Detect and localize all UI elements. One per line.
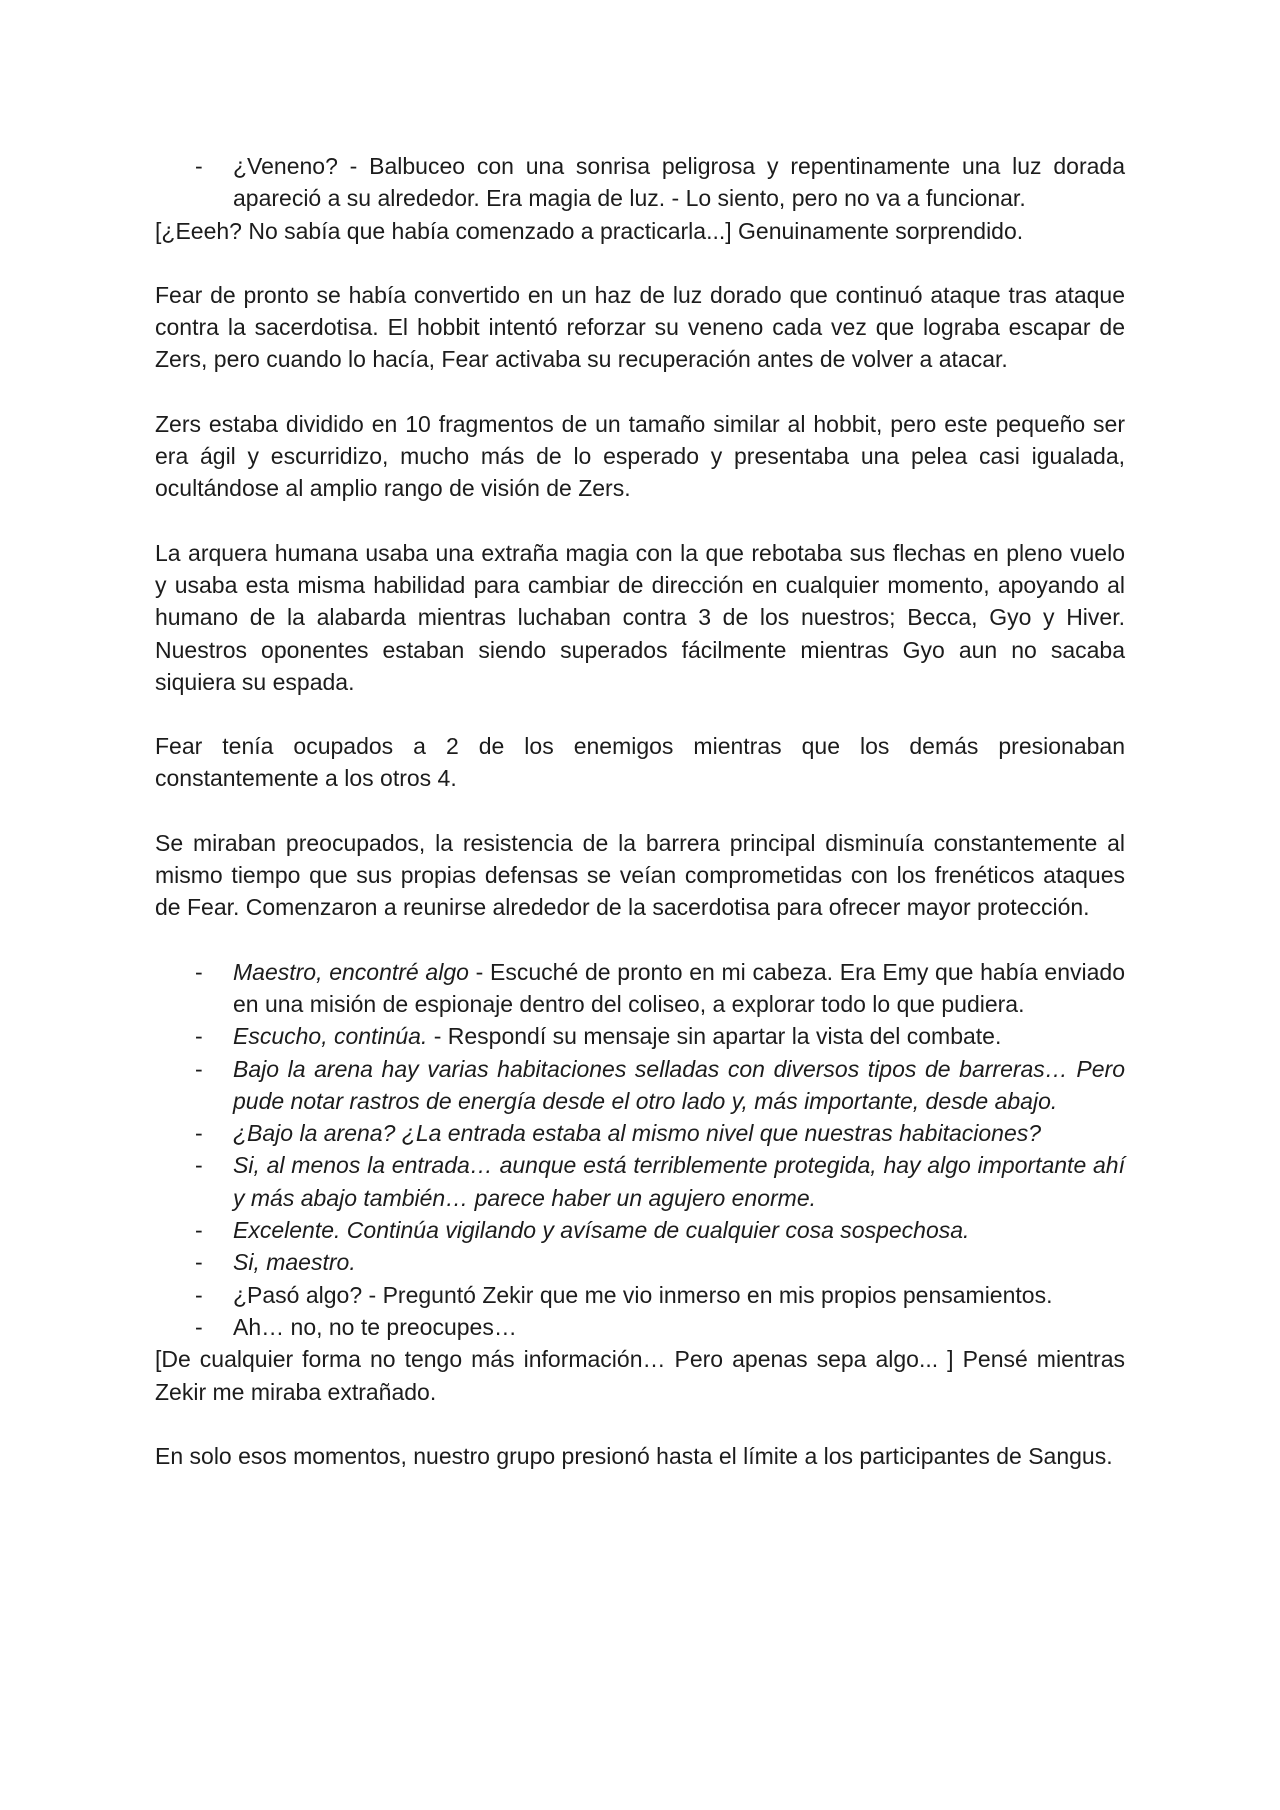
paragraph xyxy=(155,408,1125,505)
paragraph-text: Fear de pronto se había convertido en un haz de luz dorado que continuó ataque tras ataque contra la sacerdotisa. El hobbit intentó reforzar su veneno cada vez que lograba escapar de Zers, pero cuando lo hacía, Fear activaba su recuperación antes de volver a atacar. xyxy=(155,281,1125,373)
list-dash: - xyxy=(195,958,203,985)
dialogue-list-2 xyxy=(155,956,1125,1344)
telepathic-text: Si, maestro. xyxy=(233,1249,356,1276)
list-dash: - xyxy=(195,1217,203,1244)
dialogue-item xyxy=(155,1214,1125,1246)
paragraph xyxy=(155,730,1125,795)
telepathic-text: Excelente. Continúa vigilando y avísame de cualquier cosa sospechosa. xyxy=(233,1217,970,1244)
list-dash: - xyxy=(195,1120,203,1147)
paragraph xyxy=(155,827,1125,924)
list-dash: - xyxy=(195,1313,203,1340)
telepathic-text: Maestro, encontré algo xyxy=(233,958,469,985)
paragraph xyxy=(155,1343,1125,1408)
list-dash: - xyxy=(195,1249,203,1276)
list-dash: - xyxy=(195,1281,203,1308)
dialogue-item xyxy=(155,1020,1125,1052)
dialogue-item xyxy=(155,1117,1125,1149)
dialogue-item xyxy=(155,150,1125,215)
dialogue-item xyxy=(155,1311,1125,1343)
dialogue-item xyxy=(155,1279,1125,1311)
paragraph-text: La arquera humana usaba una extraña magia con la que rebotaba sus flechas en pleno vuelo y usaba esta misma habilidad para cambiar de dirección en cualquier momento, apoyando al humano de la alabarda mientras luchaban contra 3 de los nuestros; Becca, Gyo y Hiver. Nuestros oponentes estaban siendo superados fácilmente mientras Gyo aun no sacaba siquiera su espada. xyxy=(155,539,1125,695)
dialogue-text: - Escuché de pronto en mi cabeza. Era Emy que había enviado en una misión de espionaje dentro del coliseo, a explorar todo lo que pudiera. xyxy=(233,958,1125,1017)
dialogue-item xyxy=(155,1246,1125,1278)
list-dash: - xyxy=(195,1152,203,1179)
dialogue-text: ¿Pasó algo? - Preguntó Zekir que me vio inmerso en mis propios pensamientos. xyxy=(233,1281,1053,1308)
dialogue-item xyxy=(155,1149,1125,1214)
dialogue-text: - Respondí su mensaje sin apartar la vista del combate. xyxy=(427,1023,1002,1050)
telepathic-text: Bajo la arena hay varias habitaciones selladas con diversos tipos de barreras… Pero pude notar rastros de energía desde el otro lado y, más importante, desde abajo. xyxy=(233,1055,1125,1114)
list-dash: - xyxy=(195,153,203,179)
dialogue-text: Ah… no, no te preocupes… xyxy=(233,1313,517,1340)
paragraph-text: Zers estaba dividido en 10 fragmentos de un tamaño similar al hobbit, pero este pequeño ser era ágil y escurridizo, mucho más de lo esperado y presentaba una pelea casi igualada, ocultándose al amplio rango de visión de Zers. xyxy=(155,410,1125,502)
list-dash: - xyxy=(195,1055,203,1082)
paragraph-text: Se miraban preocupados, la resistencia de la barrera principal disminuía constantemente al mismo tiempo que sus propias defensas se veían comprometidas con los frenéticos ataques de Fear. Comenzaron a reunirse alrededor de la sacerdotisa para ofrecer mayor protección. xyxy=(155,829,1125,921)
paragraph xyxy=(155,215,1125,247)
dialogue-list-1 xyxy=(155,150,1125,215)
paragraph-text: [De cualquier forma no tengo más información… Pero apenas sepa algo... ] Pensé mientras Zekir me miraba extrañado. xyxy=(155,1346,1125,1405)
paragraph xyxy=(155,279,1125,376)
telepathic-text: ¿Bajo la arena? ¿La entrada estaba al mismo nivel que nuestras habitaciones? xyxy=(233,1120,1042,1147)
dialogue-item xyxy=(155,956,1125,1021)
paragraph-text: En solo esos momentos, nuestro grupo presionó hasta el límite a los participantes de Sangus. xyxy=(155,1442,1113,1469)
telepathic-text: Si, al menos la entrada… aunque está terriblemente protegida, hay algo importante ahí y más abajo también… parece haber un agujero enorme. xyxy=(233,1152,1125,1211)
dialogue-item xyxy=(155,1053,1125,1118)
paragraph-text: Fear tenía ocupados a 2 de los enemigos mientras que los demás presionaban constantemente a los otros 4. xyxy=(155,733,1125,792)
dialogue-text: ¿Veneno? - Balbuceo con una sonrisa peligrosa y repentinamente una luz dorada apareció a su alrededor. Era magia de luz. - Lo siento, pero no va a funcionar. xyxy=(233,153,1125,212)
telepathic-text: Escucho, continúa. xyxy=(233,1023,428,1050)
paragraph xyxy=(155,1440,1125,1472)
paragraph-text: [¿Eeeh? No sabía que había comenzado a practicarla...] Genuinamente sorprendido. xyxy=(155,217,1024,244)
document-page xyxy=(155,150,1125,1504)
paragraph xyxy=(155,537,1125,698)
list-dash: - xyxy=(195,1023,203,1050)
